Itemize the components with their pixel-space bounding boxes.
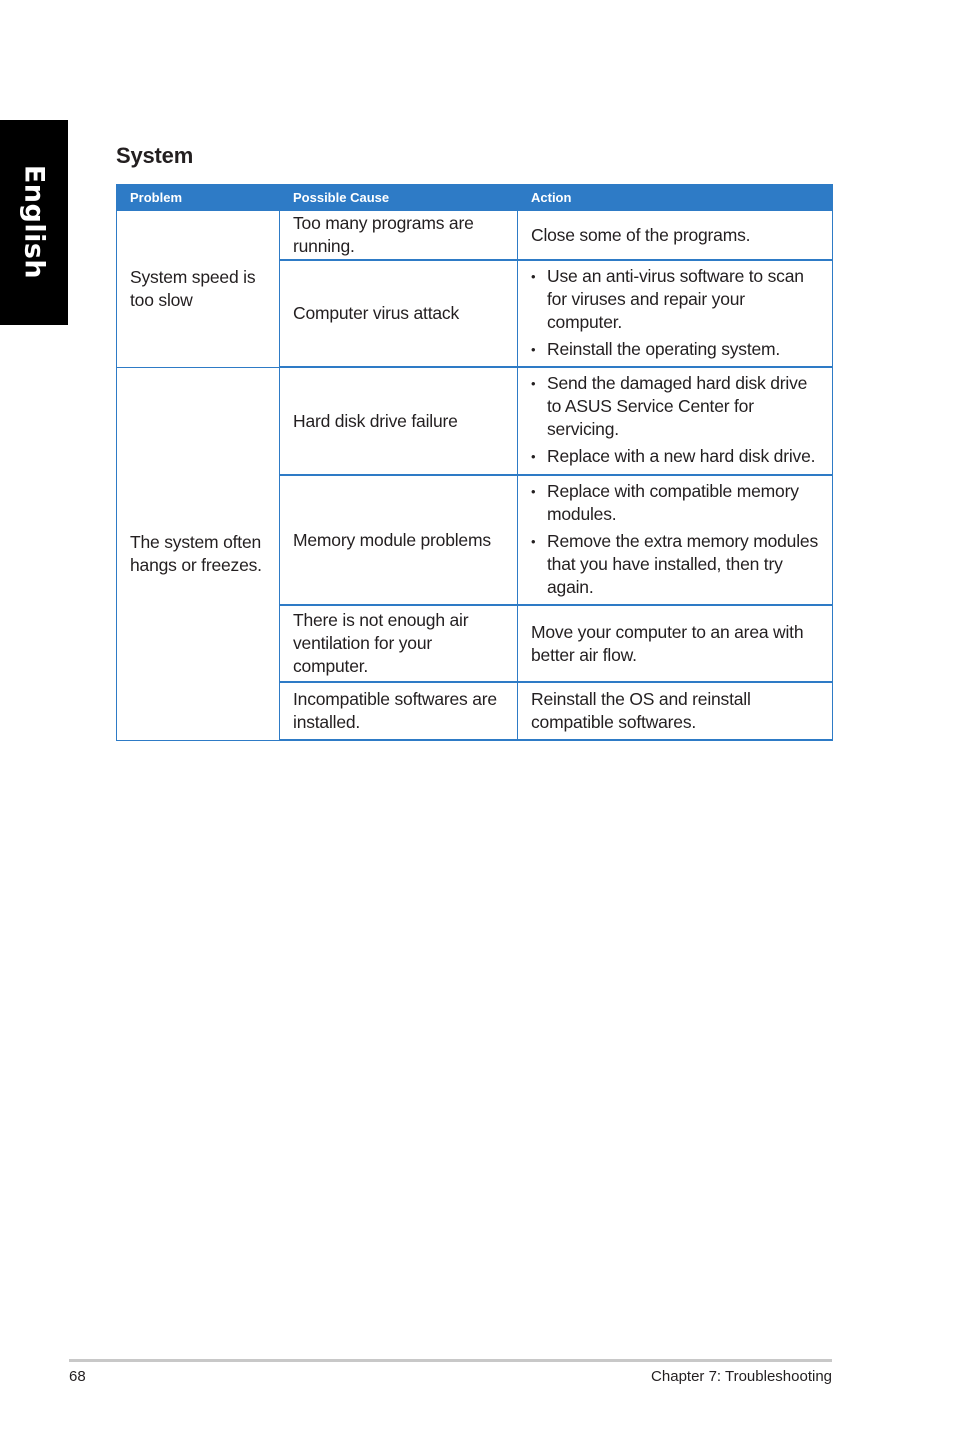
action-item: • Replace with compatible memory modules.	[531, 480, 822, 526]
action-cell: Close some of the programs.	[518, 210, 833, 260]
action-item: • Remove the extra memory modules that you have installed, then try again.	[531, 530, 822, 599]
action-cell	[518, 260, 833, 367]
cause-cell: Computer virus attack	[280, 260, 518, 367]
action-cell	[518, 367, 833, 475]
troubleshooting-table	[116, 184, 833, 741]
cause-cell: Memory module problems	[280, 475, 518, 605]
cause-cell: Too many programs are running.	[280, 210, 518, 260]
problem-cell: System speed is too slow	[117, 210, 280, 367]
chapter-title: Chapter 7: Troubleshooting	[651, 1368, 832, 1385]
cause-cell: Hard disk drive failure	[280, 367, 518, 475]
language-tab	[0, 120, 68, 325]
action-cell: Move your computer to an area with better air flow.	[518, 605, 833, 682]
action-item: • Send the damaged hard disk drive to ASUS Service Center for servicing.	[531, 372, 822, 441]
table-header-row	[117, 185, 833, 211]
action-list	[531, 265, 822, 361]
language-tab-label: English	[18, 164, 50, 280]
action-item: • Reinstall the operating system.	[531, 338, 822, 361]
table-row	[117, 210, 833, 260]
action-list	[531, 480, 822, 599]
section-title: System	[116, 143, 194, 168]
action-list	[531, 372, 822, 468]
action-item: • Use an anti-virus software to scan for viruses and repair your computer.	[531, 265, 822, 334]
action-item: • Replace with a new hard disk drive.	[531, 445, 822, 468]
header-problem: Problem	[117, 185, 280, 211]
problem-cell: The system often hangs or freezes.	[117, 367, 280, 740]
cause-cell: Incompatible softwares are installed.	[280, 682, 518, 740]
action-cell	[518, 475, 833, 605]
table-row	[117, 367, 833, 475]
footer-divider	[69, 1359, 832, 1362]
header-possible-cause: Possible Cause	[280, 185, 518, 211]
action-cell: Reinstall the OS and reinstall compatible softwares.	[518, 682, 833, 740]
header-action: Action	[518, 185, 833, 211]
cause-cell: There is not enough air ventilation for your computer.	[280, 605, 518, 682]
page-number: 68	[69, 1368, 86, 1385]
